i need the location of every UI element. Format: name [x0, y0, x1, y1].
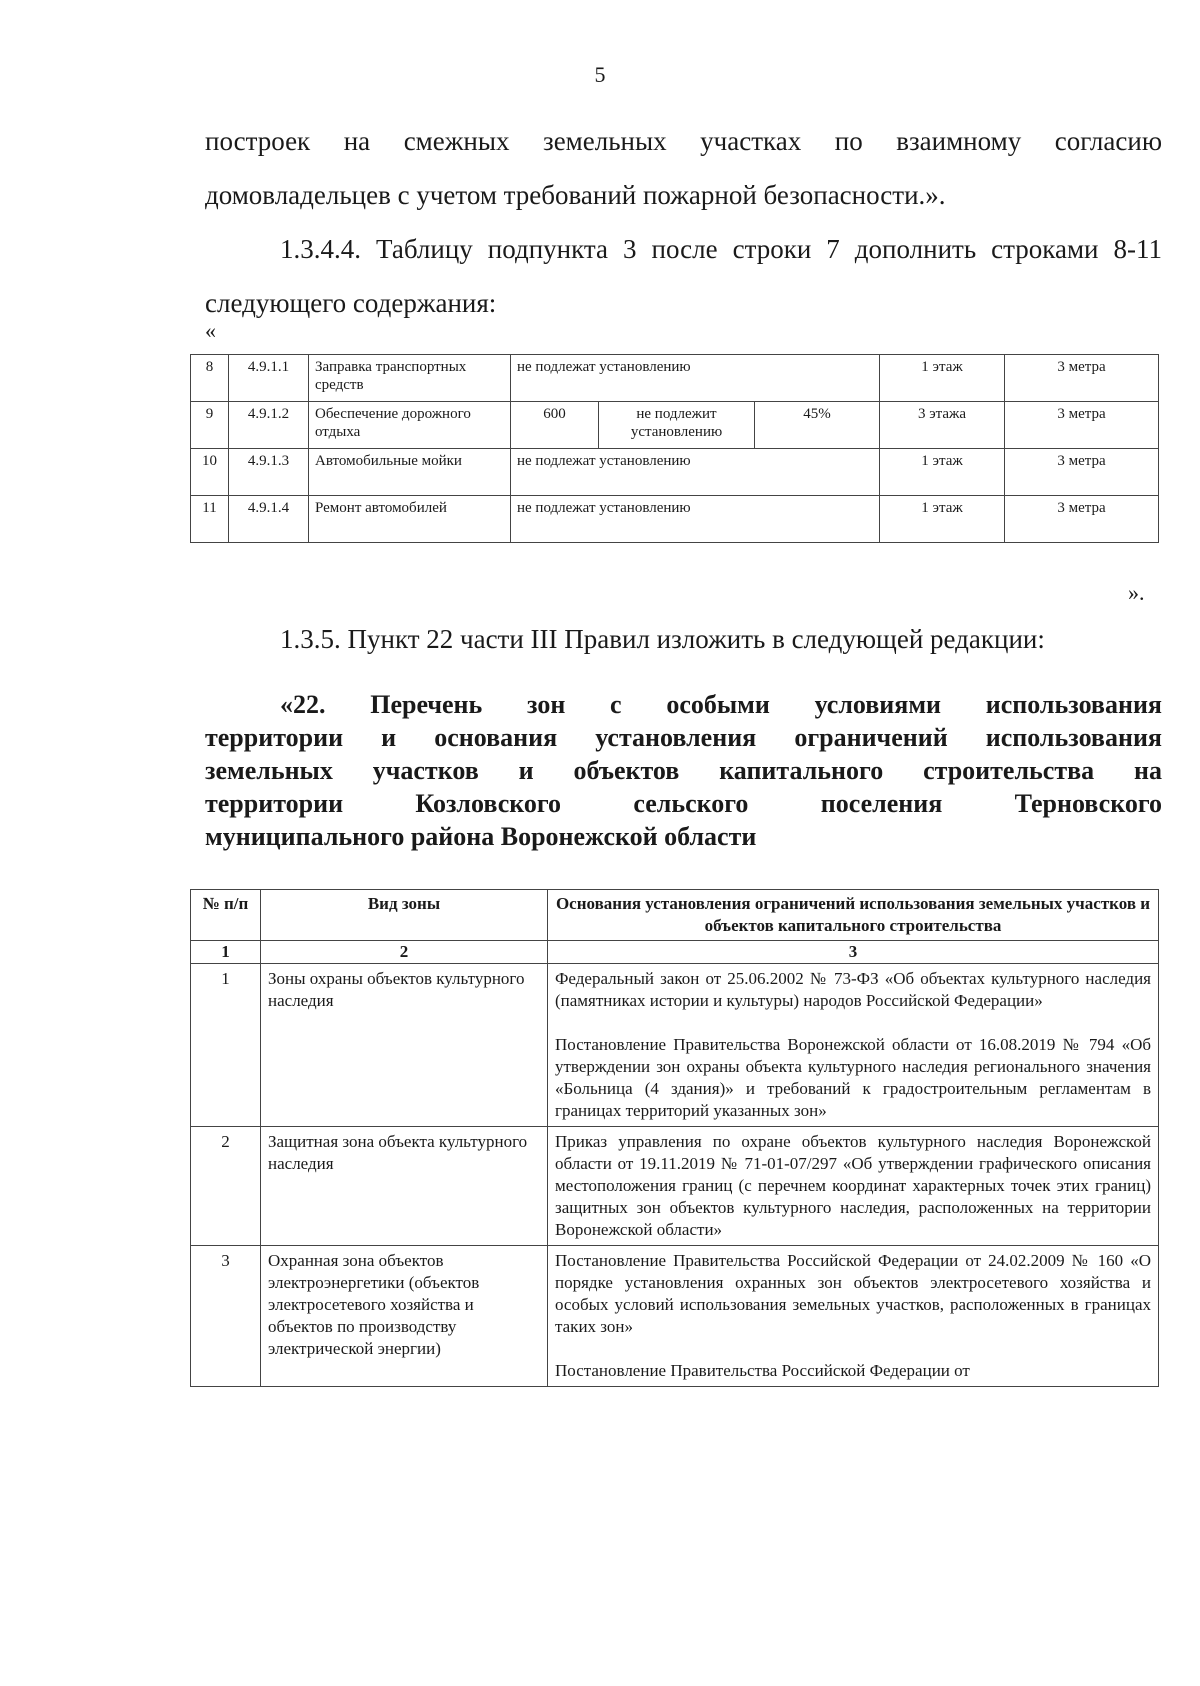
row-name: Заправка транспортных средств: [309, 355, 511, 402]
table-row: [191, 355, 1159, 402]
regulations-table: [190, 354, 1159, 543]
open-quote: «: [205, 318, 216, 343]
paragraph-1-line-2: домовладельцев с учетом требований пожарной безопасности.».: [205, 180, 946, 210]
row-number: 8: [191, 355, 229, 402]
table-row: [191, 964, 1159, 1127]
column-number: 2: [261, 941, 548, 964]
basis-paragraph: Приказ управления по охране объектов культурного наследия Воронежской области от 19.11.2019 № 71-01-07/297 «Об утверждении графического описания местоположения границ (с перечнем координат характерных точек этих границ) защитных зон объектов культурного наследия, расположенных на территории Воронежской области»: [555, 1132, 1151, 1239]
row-number: 9: [191, 402, 229, 449]
row-zone: Защитная зона объекта культурного наследия: [261, 1127, 548, 1246]
basis-paragraph: Постановление Правительства Российской Федерации от 24.02.2009 № 160 «О порядке установления охранных зон объектов электросетевого хозяйства и особых условий использования земельных участков, расположенных в границах таких зон»: [555, 1251, 1151, 1336]
row-floors: 1 этаж: [880, 355, 1005, 402]
header-basis: Основания установления ограничений использования земельных участков и объектов капитального строительства: [548, 890, 1159, 941]
column-number: 3: [548, 941, 1159, 964]
table-row: [191, 1127, 1159, 1246]
row-zone: Охранная зона объектов электроэнергетики (объектов электросетевого хозяйства и объектов по производству электрической энергии): [261, 1246, 548, 1387]
header-zone: Вид зоны: [261, 890, 548, 941]
row-code: 4.9.1.1: [229, 355, 309, 402]
header-num: № п/п: [191, 890, 261, 941]
column-number-row: [191, 941, 1159, 964]
row-number: 10: [191, 449, 229, 496]
row-merged-value: не подлежат установлению: [511, 355, 880, 402]
heading-line-2: территории и основания установления ограничений использования: [205, 723, 1162, 752]
basis-paragraph: Постановление Правительства Воронежской области от 16.08.2019 № 794 «Об утверждении зон охраны объекта культурного наследия регионального значения «Больница (4 здания)» и требований к градостроительным регламентам в границах территорий указанных зон»: [555, 1035, 1151, 1120]
heading-line-1: «22. Перечень зон с особыми условиями использования: [280, 690, 1162, 719]
row-percent: 45%: [755, 402, 880, 449]
row-number: 11: [191, 496, 229, 543]
zones-table: [190, 889, 1159, 1387]
row-basis: [548, 1127, 1159, 1246]
table-row: [191, 496, 1159, 543]
row-code: 4.9.1.2: [229, 402, 309, 449]
row-code: 4.9.1.3: [229, 449, 309, 496]
table-header-row: [191, 890, 1159, 941]
row-setback: 3 метра: [1005, 496, 1159, 543]
close-quote: ».: [1128, 580, 1145, 605]
table-row: [191, 449, 1159, 496]
row-code: 4.9.1.4: [229, 496, 309, 543]
table-row: [191, 1246, 1159, 1387]
row-floors: 1 этаж: [880, 449, 1005, 496]
section-22-heading: [205, 688, 1162, 853]
heading-line-3: земельных участков и объектов капитального строительства на: [205, 756, 1162, 785]
row-area: 600: [511, 402, 599, 449]
row-floors: 1 этаж: [880, 496, 1005, 543]
paragraph-1-line-1: построек на смежных земельных участках по взаимному согласию: [205, 126, 1162, 156]
row-merged-value: не подлежат установлению: [511, 449, 880, 496]
row-setback: 3 метра: [1005, 402, 1159, 449]
row-floors: 3 этажа: [880, 402, 1005, 449]
row-zone: Зоны охраны объектов культурного наследия: [261, 964, 548, 1127]
row-name: Ремонт автомобилей: [309, 496, 511, 543]
row-merged-value: не подлежат установлению: [511, 496, 880, 543]
row-number: 3: [191, 1246, 261, 1387]
column-number: 1: [191, 941, 261, 964]
row-number: 1: [191, 964, 261, 1127]
page-number: 5: [594, 62, 606, 87]
row-name: Обеспечение дорожного отдыха: [309, 402, 511, 449]
paragraph-3: 1.3.5. Пункт 22 части III Правил изложить в следующей редакции:: [280, 624, 1045, 654]
row-name: Автомобильные мойки: [309, 449, 511, 496]
row-not-set: не подлежит установлению: [599, 402, 755, 449]
row-setback: 3 метра: [1005, 355, 1159, 402]
paragraph-2-line-1: 1.3.4.4. Таблицу подпункта 3 после строки 7 дополнить строками 8-11: [280, 234, 1162, 264]
heading-line-5: муниципального района Воронежской области: [205, 822, 757, 851]
row-number: 2: [191, 1127, 261, 1246]
table-row: [191, 402, 1159, 449]
heading-line-4: территории Козловского сельского поселения Терновского: [205, 789, 1162, 818]
paragraph-2-line-2: следующего содержания:: [205, 288, 497, 318]
row-basis: [548, 964, 1159, 1127]
row-setback: 3 метра: [1005, 449, 1159, 496]
row-basis: [548, 1246, 1159, 1387]
basis-paragraph: Постановление Правительства Российской Федерации от: [555, 1361, 970, 1380]
basis-paragraph: Федеральный закон от 25.06.2002 № 73-ФЗ «Об объектах культурного наследия (памятниках истории и культуры) народов Российской Федерации»: [555, 969, 1151, 1010]
